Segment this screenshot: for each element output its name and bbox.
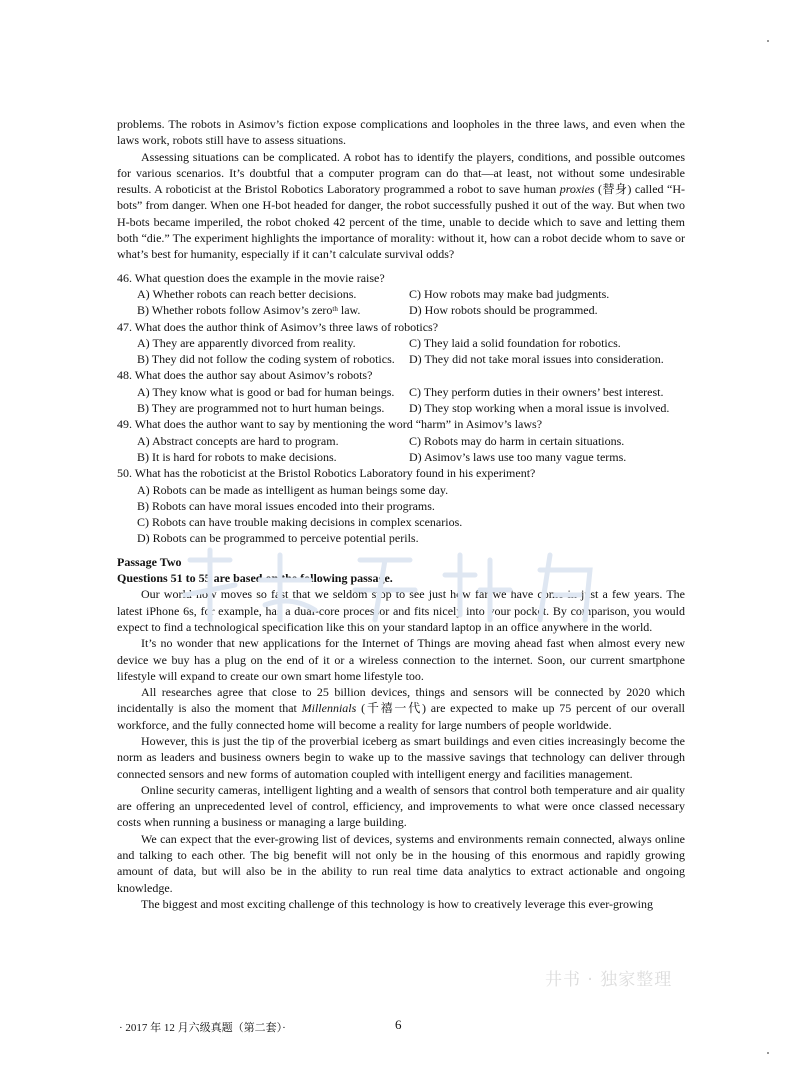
passage-paragraph: However, this is just the tip of the proverbial iceberg as smart buildings and even cities increasingly become the norm as leaders and business owners begin to wake up to the massive savings that technology can deliver through connected sensors and new forms of automation coupled with intelligent energy and facilities management. (117, 733, 685, 781)
passage-paragraph: problems. The robots in Asimov’s fiction expose complications and loopholes in the three laws, and even when the laws work, robots still have to assess situations. (117, 117, 685, 148)
answer-options (117, 384, 685, 417)
question-47 (117, 319, 685, 368)
question-stem: 47. What does the author think of Asimov’s three laws of robotics? (117, 319, 439, 334)
answer-options (117, 286, 685, 319)
watermark-text: 井书 · 独家整理 (545, 970, 673, 990)
answer-options (117, 335, 685, 368)
passage-paragraph (117, 149, 685, 263)
option-d[interactable]: D) They stop working when a moral issue is involved. (409, 401, 670, 416)
option-c[interactable]: C) Robots can have trouble making decisions in complex scenarios. (137, 515, 463, 530)
question-stem: 48. What does the author say about Asimov’s robots? (117, 368, 373, 383)
passage-text: (千禧一代) are expected to make up 75 percent of our overall workforce, and the fully connected home will become a reality for large numbers of people worldwide. (117, 701, 685, 732)
option-a[interactable]: A) Whether robots can reach better decisions. (137, 286, 357, 301)
option-b[interactable]: B) It is hard for robots to make decisions. (137, 449, 337, 464)
passage-paragraph: It’s no wonder that new applications for the Internet of Things are moving ahead fast when almost every new device we buy has a plug on the end of it or a wireless connection to the internet. Soon, our current smartphone lifestyle will expand to create our own smart home lifestyle too. (117, 636, 685, 683)
corner-mark (767, 40, 769, 42)
passage-text: (替身) called “H-bots” from danger. When one H-bot headed for danger, the robot successfully pushed it out of the way. But when two H-bots became imperiled, the robot choked 42 percent of the time, unable to decide which to save and letting them both “die.” The experiment highlights the importance of morality: without it, how can a robot decide whom to save or what’s best for humanity, especially if it can’t calculate survival odds? (117, 182, 685, 262)
option-a[interactable]: A) Abstract concepts are hard to program. (137, 433, 339, 448)
option-c[interactable]: C) How robots may make bad judgments. (409, 286, 610, 301)
question-stem: 49. What does the author want to say by mentioning the word “harm” in Asimov’s laws? (117, 417, 543, 432)
footer-source: · 2017 年 12 月六级真题（第二套）· (119, 1022, 286, 1034)
question-49 (117, 416, 685, 465)
option-a[interactable]: A) They are apparently divorced from reality. (137, 335, 356, 350)
background-watermark-graphic (170, 540, 610, 630)
passage-paragraph: Online security cameras, intelligent lighting and a wealth of sensors that control both temperature and air quality are offering an unprecedented level of control, efficiency, and improvements to what were once classed necessary costs when running a business or managing a large building. (117, 782, 685, 830)
question-48 (117, 367, 685, 416)
option-d[interactable]: D) How robots should be programmed. (409, 303, 598, 318)
question-list (117, 270, 685, 547)
option-b-text: B) Whether robots follow Asimov’s zero (137, 303, 333, 318)
option-b[interactable]: B) They did not follow the coding system of robotics. (137, 352, 395, 367)
passage-heading: Passage Two (117, 554, 182, 569)
option-c[interactable]: C) They perform duties in their owners’ best interest. (409, 384, 664, 399)
question-stem: 50. What has the roboticist at the Bristol Robotics Laboratory found in his experiment? (117, 466, 536, 481)
italic-term: proxies (559, 182, 595, 197)
corner-mark (767, 1052, 769, 1054)
option-b[interactable]: B) They are programmed not to hurt human beings. (137, 401, 385, 416)
option-d[interactable]: D) They did not take moral issues into consideration. (409, 352, 664, 367)
passage-text: Assessing situations can be complicated. A robot has to identify the players, conditions, and possible outcomes for various scenarios. It’s doubtful that a computer program can do that—at least, not without some undesirable results. A roboticist at the Bristol Robotics Laboratory programmed a robot to save human (117, 149, 685, 197)
option-c[interactable]: C) They laid a solid foundation for robotics. (409, 335, 621, 350)
option-d[interactable]: D) Robots can be programmed to perceive potential perils. (137, 531, 419, 546)
italic-term: Millennials (301, 701, 357, 716)
page-content (117, 116, 685, 912)
passage-paragraph: We can expect that the ever-growing list of devices, systems and environments remain connected, always online and talking to each other. The big benefit will not only be in the housing of this enormous and rapidly growing amount of data, but will also be in the ability to run real time data analytics to extract actionable and ongoing knowledge. (117, 831, 685, 895)
superscript: th (332, 305, 338, 314)
passage-subheading: Questions 51 to 55 are based on the following passage. (117, 571, 393, 586)
answer-options (117, 433, 685, 466)
option-a[interactable]: A) Robots can be made as intelligent as human beings some day. (137, 482, 449, 497)
option-a[interactable]: A) They know what is good or bad for human beings. (137, 384, 395, 399)
option-b[interactable] (137, 302, 409, 318)
passage-text: All researches agree that close to 25 billion devices, things and sensors will be connected by 2020 which incidentally is also the moment that (117, 685, 685, 716)
question-46 (117, 270, 685, 319)
passage-paragraph: Our world now moves so fast that we seldom stop to see just how far we have come in just a few years. The latest iPhone 6s, for example, has a dual-core processor and fits nicely into your pocket. By comparison, you would expect to find a technological specification like this on your standard laptop in an office anywhere in the world. (117, 587, 685, 634)
question-50 (117, 465, 685, 546)
option-b-text-end: law. (337, 303, 361, 318)
passage-paragraph: The biggest and most exciting challenge of this technology is how to creatively leverage this ever-growing (141, 896, 653, 911)
page-number: 6 (395, 1017, 402, 1032)
option-c[interactable]: C) Robots may do harm in certain situations. (409, 433, 625, 448)
question-stem: 46. What question does the example in the movie raise? (117, 270, 385, 285)
option-b[interactable]: B) Robots can have moral issues encoded into their programs. (137, 498, 435, 513)
passage-paragraph (117, 684, 685, 733)
option-d[interactable]: D) Asimov’s laws use too many vague terms. (409, 449, 627, 464)
